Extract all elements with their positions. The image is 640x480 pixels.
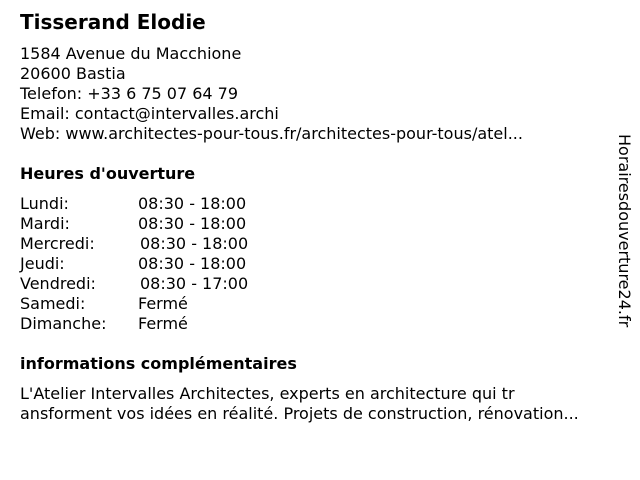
hours-row-friday [20,274,320,294]
hours-day: Mardi: [20,214,70,233]
opening-hours-heading: Heures d'ouverture [20,164,196,183]
hours-time: Fermé [138,294,188,313]
hours-row-thursday [20,254,320,274]
hours-day: Lundi: [20,194,69,213]
hours-row-monday [20,194,320,214]
hours-time: 08:30 - 18:00 [138,194,247,213]
hours-row-saturday [20,294,320,314]
hours-day: Samedi: [20,294,86,313]
additional-info-line: ansforment vos idées en réalité. Projets de construction, rénovation... [20,404,579,423]
additional-info-line: L'Atelier Intervalles Architectes, experts en architecture qui tr [20,384,515,403]
business-name: Tisserand Elodie [20,10,206,34]
contact-block [20,44,523,144]
hours-time: 08:30 - 18:00 [138,254,247,273]
hours-time: Fermé [138,314,188,333]
hours-row-tuesday [20,214,320,234]
hours-day: Mercredi: [20,234,95,253]
additional-info-text [20,384,579,424]
hours-row-wednesday [20,234,320,254]
hours-time: 08:30 - 18:00 [138,214,247,233]
additional-info-heading: informations complémentaires [20,354,297,373]
hours-time: 08:30 - 18:00 [140,234,249,253]
web-line: Web: www.architectes-pour-tous.fr/architectes-pour-tous/atel... [20,124,523,143]
hours-day: Dimanche: [20,314,107,333]
hours-day: Vendredi: [20,274,96,293]
site-watermark: Horairesdouverture24.fr [615,134,634,328]
hours-day: Jeudi: [20,254,65,273]
address-line-city: 20600 Bastia [20,64,126,83]
address-line-street: 1584 Avenue du Macchione [20,44,242,63]
phone-line: Telefon: +33 6 75 07 64 79 [20,84,239,103]
hours-time: 08:30 - 17:00 [140,274,249,293]
hours-row-sunday [20,314,320,334]
email-line: Email: contact@intervalles.archi [20,104,279,123]
opening-hours-table [20,194,320,334]
